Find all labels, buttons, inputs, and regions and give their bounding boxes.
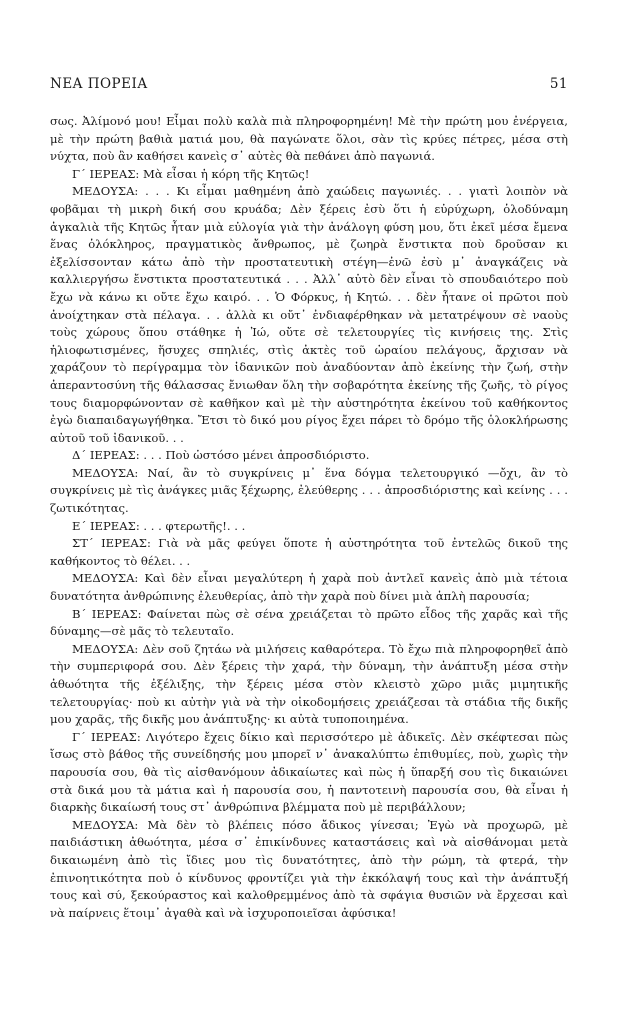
dialogue-text: Γιὰ νὰ μᾶς φεύγει ὅποτε ἡ αὐστηρότητα τοῦ ἐντελῶς δικοῦ της καθήκοντος τὸ θέλει. . . (50, 536, 568, 568)
dialogue-text: Δὲν σοῦ ζητάω νὰ μιλήσεις καθαρότερα. Τὸ ἔχω πιὰ πληροφορηθεῖ ἀπὸ τὴν συμπεριφορά σου. Δὲν ξέρεις τὴν χαρά, τὴν δύναμη, τὴν ἀνάπτυξη μέσα στὴν ἀθωότητα τῆς ἐξέλιξης, τὴν ξέρεις μέσα στὸν κλειστὸ χῶρο μιᾶς μιμητικῆς τελετουργίας· ποὺ κι αὐτὴν γιὰ νὰ τὴν οἰκοδομήσεις χρειάζεσαι τὰ στάδια τῆς δικῆς μου χαρᾶς, τῆς δικῆς μου ἀνάπτυξης· κι αὐτὰ τυποποιημένα. (50, 641, 568, 727)
dialogue-text: . . . Κι εἶμαι μαθημένη ἀπὸ χαώδεις παγωνιές. . . γιατὶ λοιπὸν νὰ φοβᾶμαι τὴ μικρὴ δική σου κρυάδα; Δὲν ξέρεις ἐσὺ ὅτι ἡ εὐρύχωρη, ὁλοδύναμη ἀγκαλιὰ τῆς Κητῶς ἦταν μιὰ εὐλογία γιὰ τὴν ἀνάλογη φύση μου, ὅτι ἐκεῖ μέσα ἔμενα ἕνας ὁλόκληρος, πραγματικὸς ἄνθρωπος, μὲ ζωηρὰ ἔνστικτα ποὺ δροῦσαν κι ἐξελίσσονταν κάτω ἀπὸ τὴν προστατευτικὴ στέγη—ἐνῶ ἐσὺ μ᾽ ἀναγκάζεις νὰ καλλιεργήσω ἔνστικτα προστατευτικά . . . Ἀλλ᾽ αὐτὸ δὲν εἶναι τὸ σπουδαιότερο ποὺ ἔχω νὰ κάνω κι οὔτε ἔχω καιρό. . . Ὁ Φόρκυς, ἡ Κητώ. . . δὲν ἦτανε οἱ πρῶτοι ποὺ ἀνοίχτηκαν στὰ πέλαγα. . . ἀλλὰ κι οὔτ᾽ ἐνδιαφέρθηκαν νὰ μετατρέψουν σὲ ναοὺς τοὺς χώρους ὅπου στάθηκε ἡ Ἰώ, οὔτε σὲ τελετουργίες τὶς κινήσεις της. Στὶς ἡλιοφωτισμένες, ἥσυχες σπηλιές, στὶς ἀκτὲς τοῦ ὡραίου πελάγους, ἄρχισαν νὰ χαράζουν τὸ περίγραμμα τὸν ἰδανικῶν ποὺ ἀναδύονταν ἀπὸ ἐκείνης τὴν ζωή, στὴν ἀπεραντοσύνη τῆς θάλασσας ἔνιωθαν ὅλη τὴν σοβαρότητα ἐκείνης τῆς ζωῆς, τὸ ρίγος τους διαμορφώνονταν σὲ καθῆκον καὶ μὲ τὴν αὐστηρότητα ἐκείνου τοῦ καθήκοντος ἐγὼ διαπαιδαγωγήθηκα. Ἔτσι τὸ δικό μου ρίγος ἔχει πάρει τὸ δρόμο τῆς ὁλοκλήρωσης αὐτοῦ τοῦ ἰδανικοῦ. . . (50, 184, 568, 445)
dialogue-line (50, 641, 568, 729)
running-header (50, 76, 568, 96)
speaker-label: ΜΕΔΟΥΣΑ: (72, 817, 139, 832)
dialogue-line (50, 518, 568, 536)
dialogue-line (50, 465, 568, 518)
speaker-label: Γ΄ ΙΕΡΕΑΣ: (72, 166, 140, 181)
dialogue-text: Μὰ εἶσαι ἡ κόρη τῆς Κητῶς! (143, 166, 310, 181)
speaker-label: ΜΕΔΟΥΣΑ: (72, 641, 139, 656)
dialogue-line (50, 729, 568, 817)
dialogue-line (50, 166, 568, 184)
speaker-label: Γ΄ ΙΕΡΕΑΣ: (72, 729, 141, 744)
dialogue-line (50, 570, 568, 605)
dialogue-line (50, 535, 568, 570)
speaker-label: ΣΤ΄ ΙΕΡΕΑΣ: (72, 536, 151, 551)
dialogue-text: Ναί, ἂν τὸ συγκρίνεις μ᾽ ἕνα δόγμα τελετουργικό —ὄχι, ἂν τὸ συγκρίνεις μὲ τὶς ἀνάγκες μιᾶς ξέχωρης, ἐλεύθερης . . . ἀπροσδιόριστης καὶ κείνης . . . ζωτικότητας. (50, 465, 568, 516)
dialogue-line (50, 183, 568, 447)
speaker-label: ΜΕΔΟΥΣΑ: (72, 571, 139, 586)
dialogue-text: . . . φτερωτῆς!. . . (143, 518, 246, 533)
dialogue-line (50, 606, 568, 641)
dialogue-line (50, 447, 568, 465)
dialogue-text: . . . Ποὺ ὡστόσο μένει ἀπροσδιόριστο. (143, 448, 370, 463)
dialogue-text: Καὶ δὲν εἶναι μεγαλύτερη ἡ χαρὰ ποὺ ἀντλεῖ κανεὶς ἀπὸ μιὰ τέτοια δυνατότητα ἀνθρώπινης ἐλευθερίας, ἀπὸ τὴν χαρὰ ποὺ δίνει μιὰ ἁπλὴ παρουσία; (50, 571, 568, 604)
speaker-label: Δ΄ ΙΕΡΕΑΣ: (72, 448, 140, 463)
speaker-label: ΜΕΔΟΥΣΑ: (72, 184, 139, 199)
page-number: 51 (549, 76, 568, 92)
speaker-label: Ε΄ ΙΕΡΕΑΣ: (72, 518, 140, 533)
paragraph (50, 113, 568, 166)
running-title: ΝΕΑ ΠΟΡΕΙΑ (50, 76, 148, 92)
paragraph-text: σως. Ἀλίμονό μου! Εἶμαι πολὺ καλὰ πιὰ πληροφορημένη! Μὲ τὴν πρώτη μου ἐνέργεια, μὲ τὴν πρώτη βαθιὰ ματιά μου, θὰ παγώνατε ὅλοι, σὰν τὶς κρύες πέτρες, μέσα στὴ νύχτα, ποὺ ἂν καθήσει κανεὶς σ᾽ αὐτὲς θὰ πεθάνει ἀπὸ παγωνιά. (50, 114, 568, 164)
body-text (50, 113, 568, 922)
dialogue-text: Φαίνεται πὼς σὲ σένα χρειάζεται τὸ πρῶτο εἶδος τῆς χαρᾶς καὶ τῆς δύναμης—σὲ μᾶς τὸ τελευταῖο. (50, 606, 568, 639)
speaker-label: Β΄ ΙΕΡΕΑΣ: (72, 606, 142, 621)
dialogue-text: Λιγότερο ἔχεις δίκιο καὶ περισσότερο μὲ ἀδικεῖς. Δὲν σκέφτεσαι πὼς ἴσως στὸ βάθος τῆς συνείδησής μου μπορεῖ ν᾽ ἀνακαλύπτω ἐπιθυμίες, ποὺ, χωρὶς τὴν παρουσία σου, θὰ τὶς αἰσθανόμουν ἀδικαίωτες καὶ πὼς ἡ ὕπαρξή σου τὶς δικαιώνει στὰ δικά μου τὰ μάτια καὶ ἡ παρουσία σου, ἡ παντοτεινὴ παρουσία σου, θὰ εἶναι ἡ διαρκὴς δικαίωσή τους στ᾽ ἀνθρώπινα βλέμματα ποὺ μὲ περιβάλλουν; (50, 729, 569, 815)
dialogue-text: Μὰ δὲν τὸ βλέπεις πόσο ἄδικος γίνεσαι; Ἐγὼ νὰ προχωρῶ, μὲ παιδιάστικη ἀθωότητα, μέσα σ᾽ ἐπικίνδυνες καταστάσεις καὶ νὰ αἰσθάνομαι μετὰ δικαιωμένη ἀπὸ τὶς ἴδιες μου τὶς δυνατότητες, ἀπὸ τὴν ρώμη, τὰ φτερά, τὴν ἐπινοητικότητα ποὺ ὁ κίνδυνος φροντίζει γιὰ τὴν ἐκκόλαψή τους καὶ τὴν ἀνάπτυξή τους καὶ σύ, ξεκούραστος καὶ καλοθρεμμένος ἀπὸ τὰ σφάγια θυσιῶν νὰ ἔρχεσαι καὶ νὰ παίρνεις ἕτοιμ᾽ ἀγαθὰ καὶ νὰ ἰσχυροποιεῖσαι ἀφύσικα! (50, 817, 568, 920)
dialogue-line (50, 817, 568, 923)
speaker-label: ΜΕΔΟΥΣΑ: (72, 465, 139, 480)
